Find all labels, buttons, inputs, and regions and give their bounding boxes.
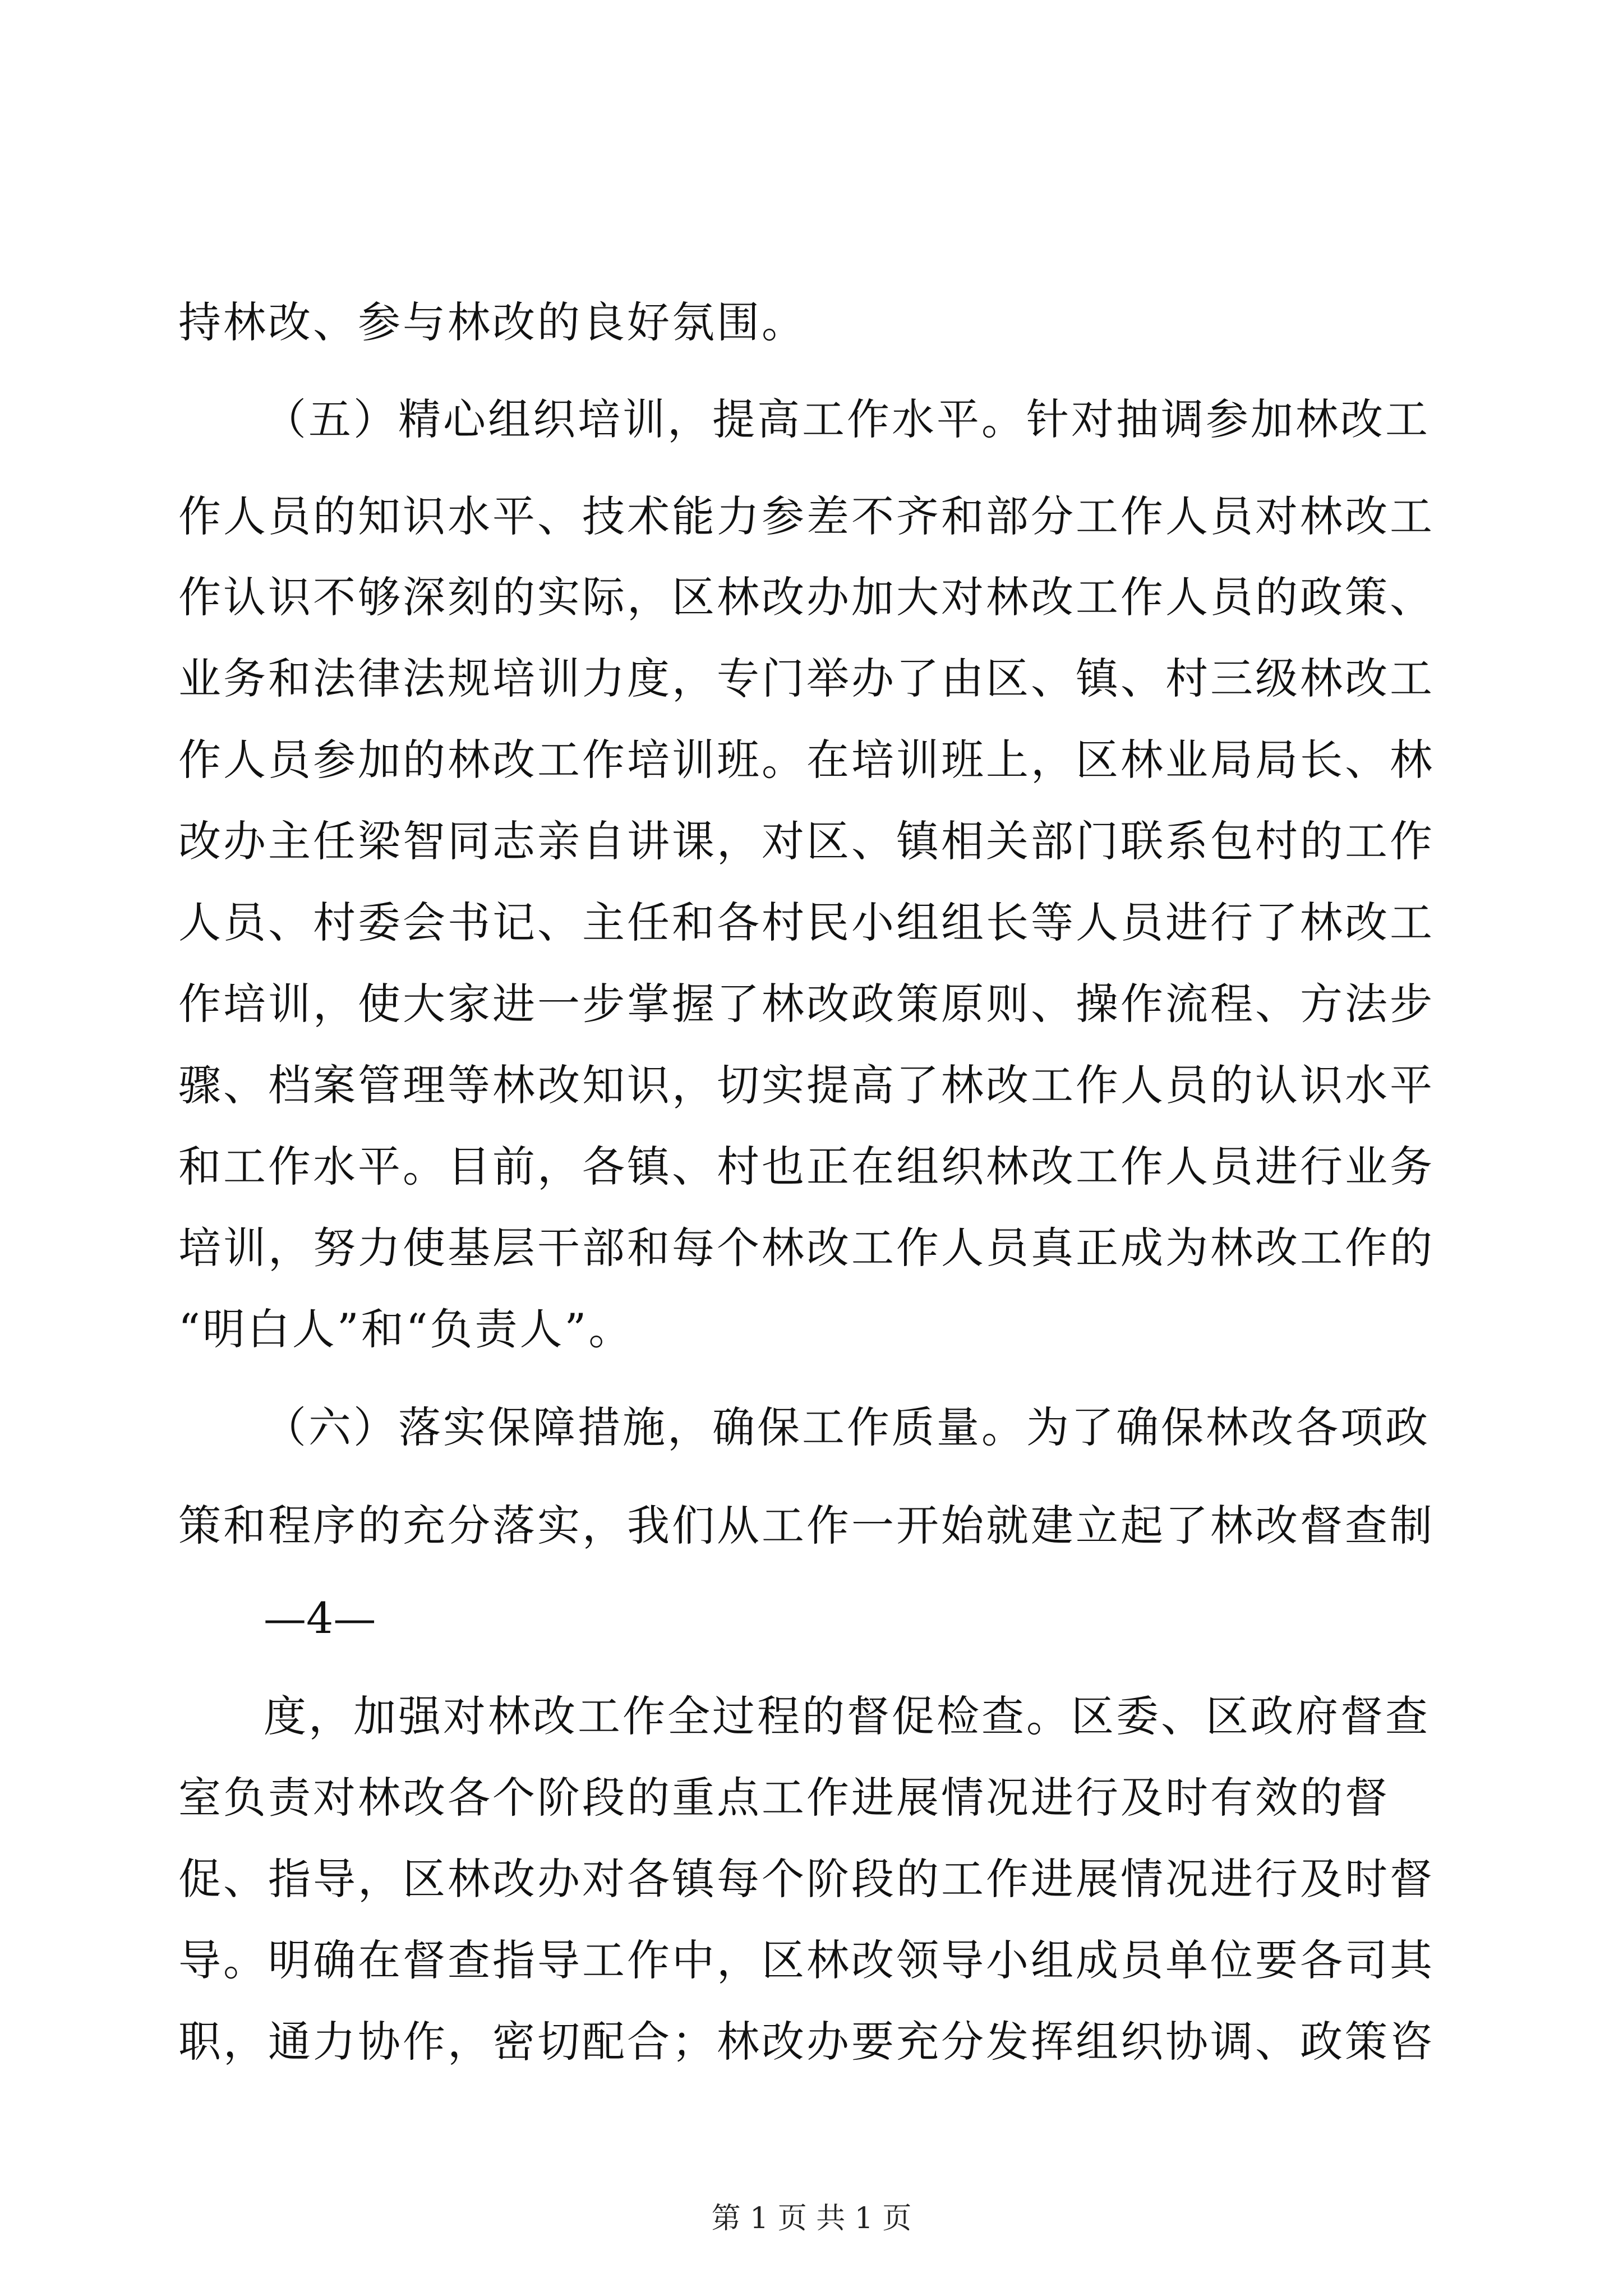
text-line: 人员、村委会书记、主任和各村民小组组长等人员进行了林改工 <box>178 898 1435 947</box>
text-line: 策和程序的充分落实，我们从工作一开始就建立起了林改督查制 <box>178 1501 1435 1550</box>
text-line: 作认识不够深刻的实际，区林改办加大对林改工作人员的政策、 <box>178 572 1435 622</box>
text-line: 业务和法律法规培训力度，专门举办了由区、镇、村三级林改工 <box>178 654 1435 703</box>
text-line: （五）精心组织培训，提高工作水平。针对抽调参加林改工 <box>264 394 1430 444</box>
text-line: 和工作水平。目前，各镇、村也正在组织林改工作人员进行业务 <box>178 1142 1435 1191</box>
text-line: 骤、档案管理等林改知识，切实提高了林改工作人员的认识水平 <box>178 1060 1435 1110</box>
page-number-marker: —4— <box>264 1593 376 1643</box>
text-line: 作培训，使大家进一步掌握了林改政策原则、操作流程、方法步 <box>178 979 1435 1029</box>
text-line: （六）落实保障措施，确保工作质量。为了确保林改各项政 <box>264 1402 1430 1452</box>
text-line: “明白人”和“负责人”。 <box>178 1304 634 1354</box>
text-line: 改办主任梁智同志亲自讲课，对区、镇相关部门联系包村的工作 <box>178 816 1435 866</box>
text-line: 室负责对林改各个阶段的重点工作进展情况进行及时有效的督 <box>178 1773 1390 1823</box>
text-line: 导。明确在督查指导工作中，区林改领导小组成员单位要各司其 <box>178 1935 1435 1985</box>
text-line: 作人员的知识水平、技术能力参差不齐和部分工作人员对林改工 <box>178 491 1435 541</box>
text-line: 培训，努力使基层干部和每个林改工作人员真正成为林改工作的 <box>178 1223 1435 1273</box>
text-line: 度，加强对林改工作全过程的督促检查。区委、区政府督查 <box>264 1691 1430 1741</box>
page-footer: 第 1 页 共 1 页 <box>711 2202 912 2235</box>
text-line: 职，通力协作，密切配合；林改办要充分发挥组织协调、政策咨 <box>178 2017 1435 2067</box>
text-line: 持林改、参与林改的良好氛围。 <box>178 297 806 347</box>
text-line: 促、指导，区林改办对各镇每个阶段的工作进展情况进行及时督 <box>178 1854 1435 1904</box>
text-line: 作人员参加的林改工作培训班。在培训班上，区林业局局长、林 <box>178 735 1435 785</box>
